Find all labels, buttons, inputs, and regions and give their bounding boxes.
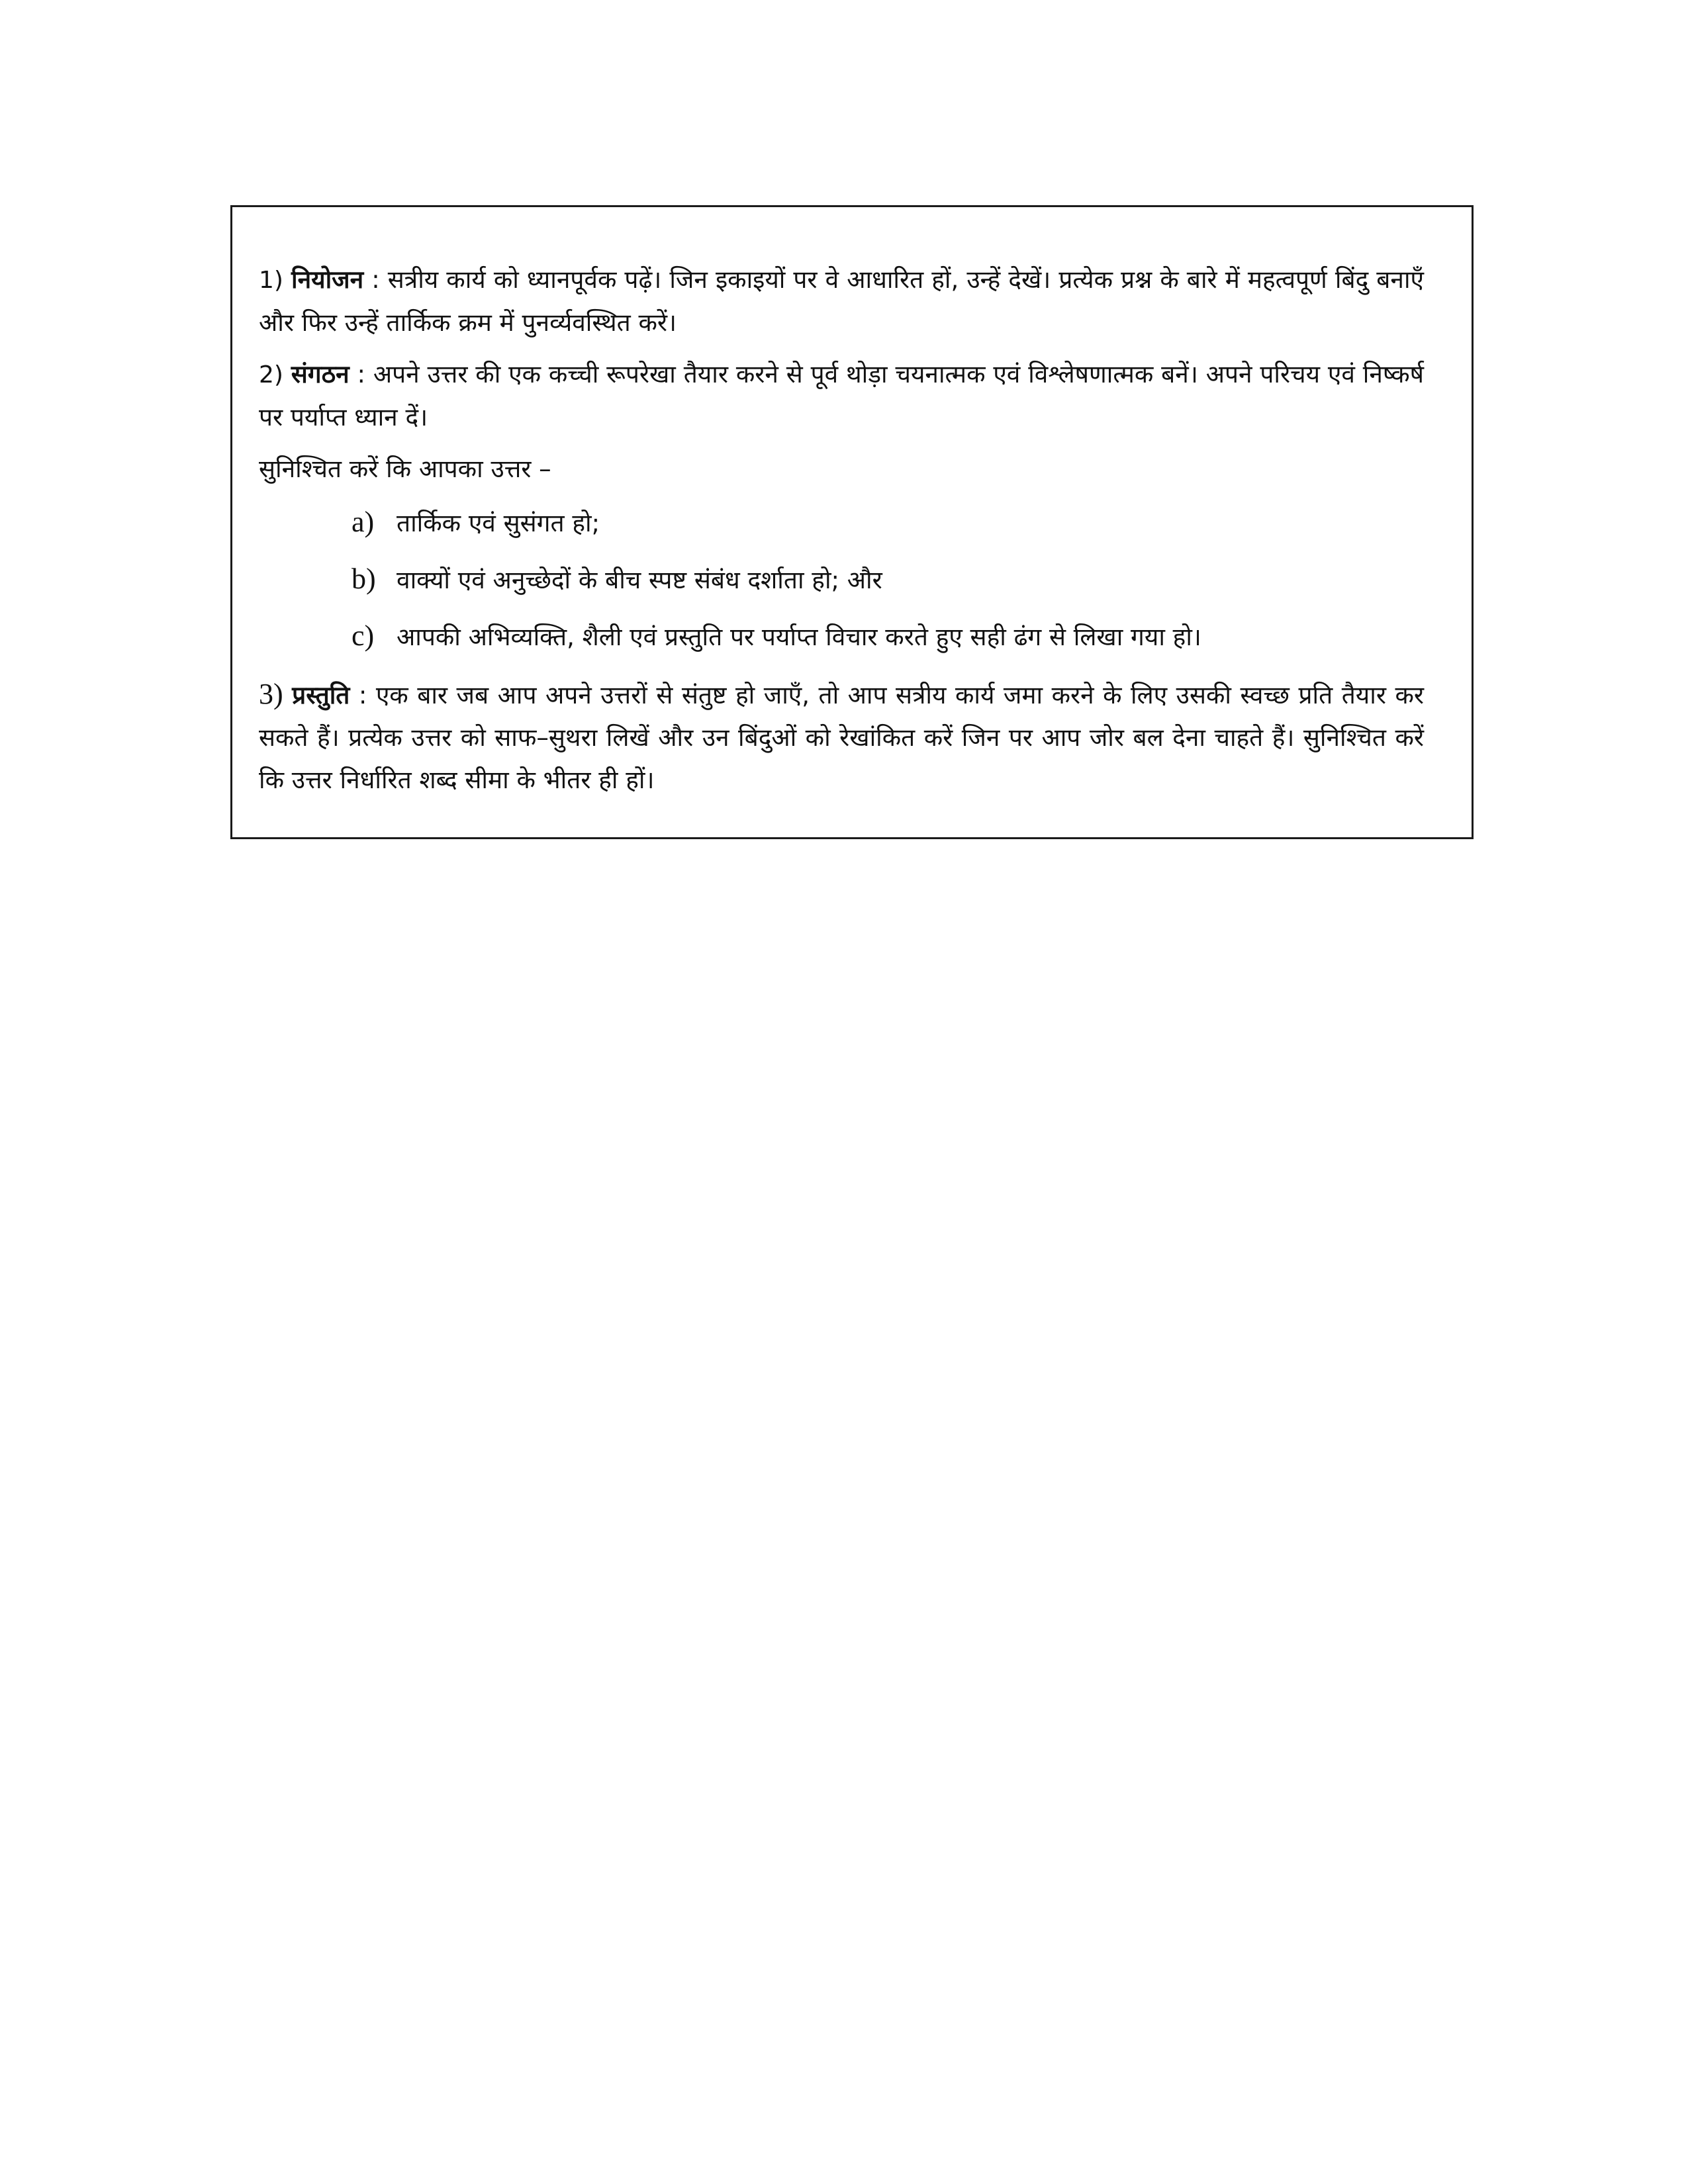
list-item (352, 501, 1424, 545)
planning-number: 1) (259, 267, 283, 294)
planning-heading: नियोजन (291, 265, 364, 294)
list-item-text: आपकी अभिव्यक्ति, शैली एवं प्रस्तुति पर पर्याप्त विचार करते हुए सही ढंग से लिखा गया हो। (397, 623, 1201, 651)
organization-text: अपने उत्तर की एक कच्ची रूपरेखा तैयार करने से पूर्व थोड़ा चयनात्मक एवं विश्लेषणात्मक बनें। अपने परिचय एवं निष्कर्ष पर पर्याप्त ध्यान दें। (259, 360, 1424, 432)
presentation-separator: : (350, 681, 376, 709)
planning-paragraph (259, 259, 1424, 344)
list-marker: b) (352, 563, 376, 595)
organization-paragraph (259, 353, 1424, 439)
list-item (352, 558, 1424, 602)
planning-separator: : (363, 265, 388, 294)
presentation-heading: प्रस्तुति (292, 681, 350, 709)
ensure-list (259, 501, 1424, 659)
presentation-paragraph (259, 673, 1424, 801)
instructions-box (230, 205, 1474, 839)
list-marker: c) (352, 619, 375, 652)
list-item-text: वाक्यों एवं अनुच्छेदों के बीच स्पष्ट संबंध दर्शाता हो; और (397, 566, 882, 594)
list-item (352, 615, 1424, 659)
ensure-intro: सुनिश्चित करें कि आपका उत्तर – (259, 455, 551, 483)
organization-heading: संगठन (291, 360, 350, 388)
presentation-text: एक बार जब आप अपने उत्तरों से संतुष्ट हो जाएँ, तो आप सत्रीय कार्य जमा करने के लिए उसकी स्वच्छ प्रति तैयार कर सकते हैं। प्रत्येक उत्तर को साफ–सुथरा लिखें और उन बिंदुओं को रेखांकित करें जिन पर आप जोर बल देना चाहते हैं। सुनिश्चित करें कि उत्तर निर्धारित शब्द सीमा के भीतर ही हों। (259, 681, 1425, 794)
organization-number: 2) (259, 361, 283, 388)
planning-text: सत्रीय कार्य को ध्यानपूर्वक पढ़ें। जिन इकाइयों पर वे आधारित हों, उन्हें देखें। प्रत्येक प्रश्न के बारे में महत्वपूर्ण बिंदु बनाएँ और फिर उन्हें तार्किक क्रम में पुनर्व्यवस्थित करें। (259, 265, 1424, 337)
list-item-text: तार्किक एवं सुसंगत हो; (397, 509, 600, 537)
list-marker: a) (352, 506, 375, 538)
organization-separator: : (349, 360, 373, 388)
presentation-number: 3) (259, 678, 283, 710)
